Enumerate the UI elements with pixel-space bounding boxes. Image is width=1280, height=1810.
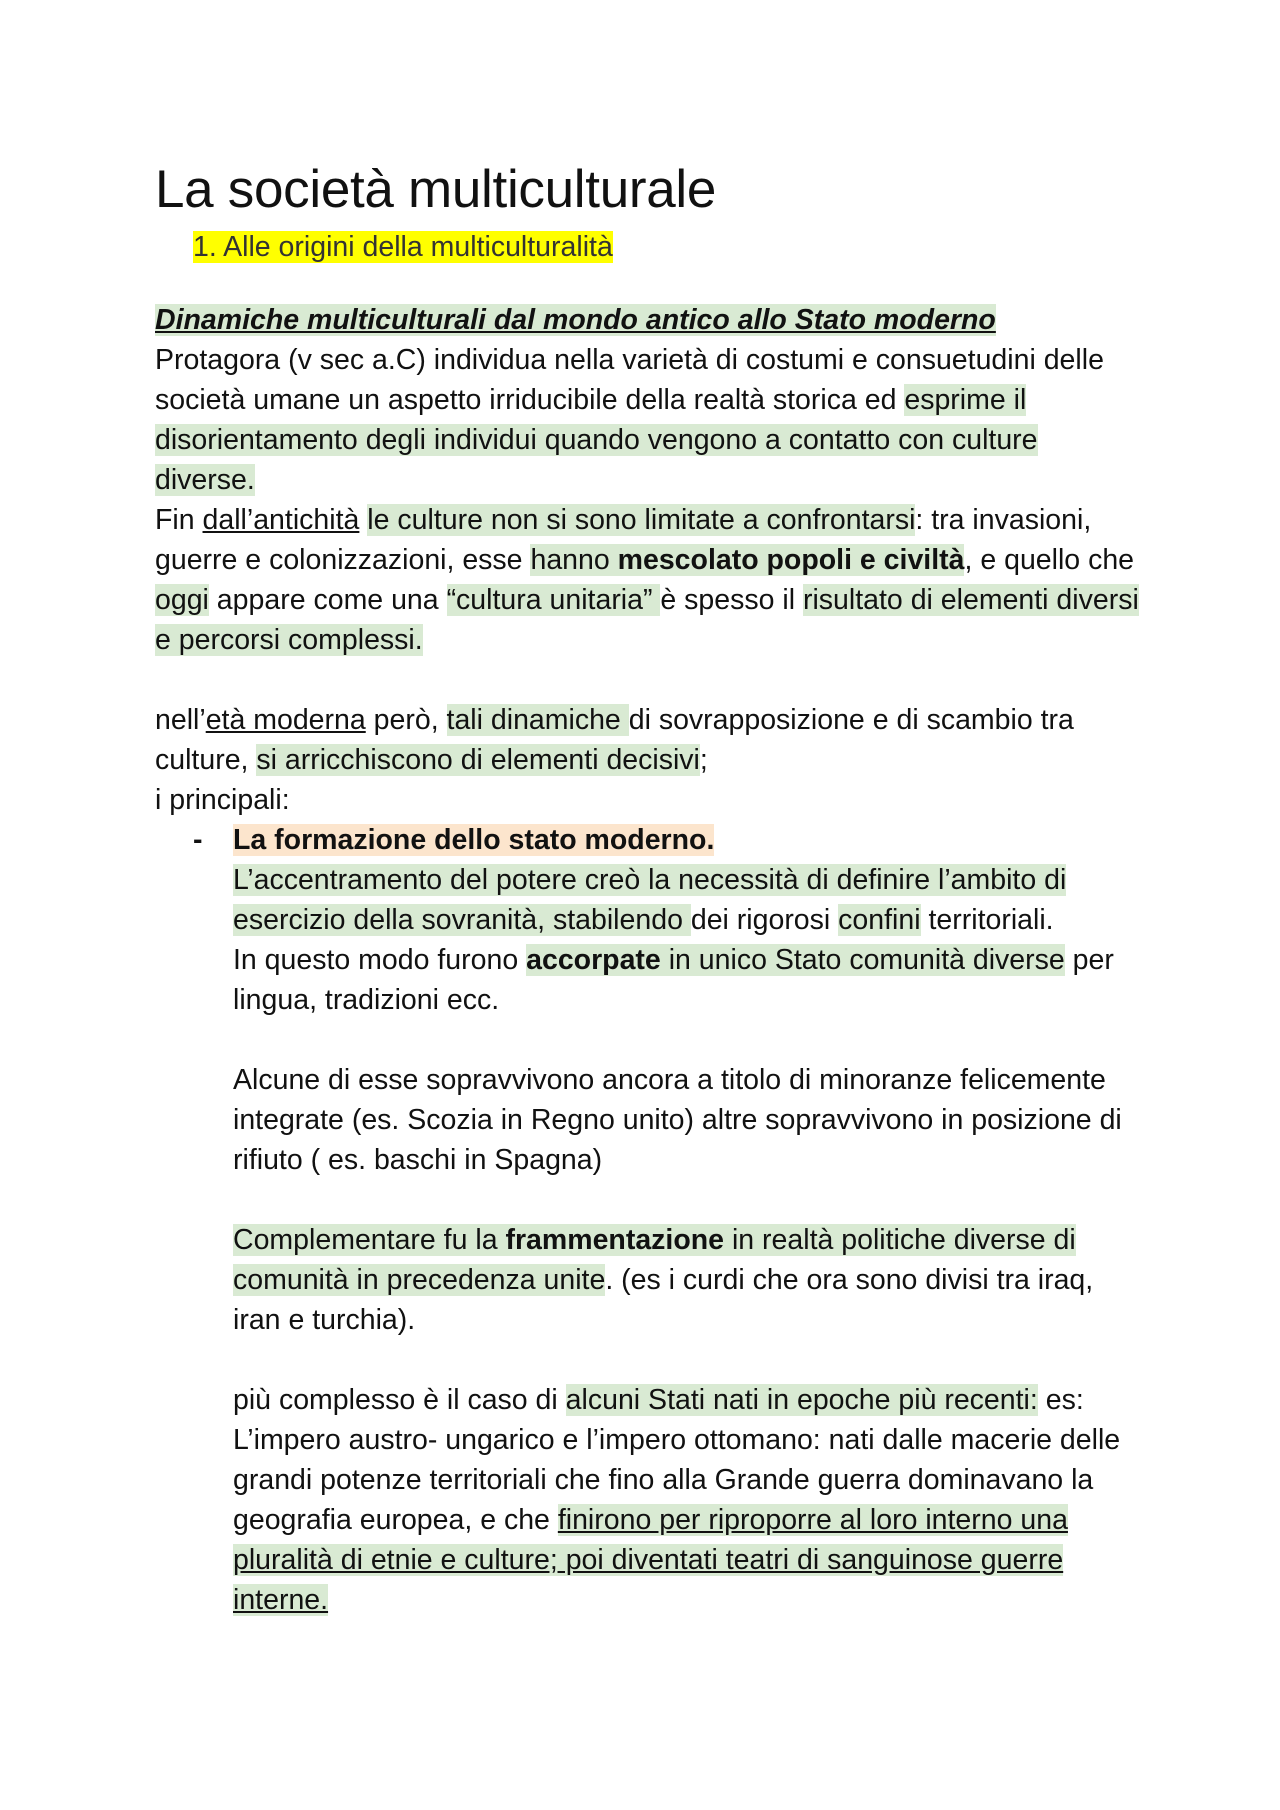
p2-highlight-5: risultato di elementi diversi e percorsi complessi. (155, 584, 1139, 656)
p3-e: di sovrapposizione e di scambio tra culture, (155, 704, 1074, 776)
bullet-paragraph-minorities: Alcune di esse sopravvivono ancora a titolo di minoranze felicemente integrate (es. Scozia in Regno unito) altre sopravvivono in posizione di rifiuto ( es. baschi in Spagna) (233, 1064, 1122, 1176)
p2-highlight-1: le culture non si sono limitate a confrontarsi (367, 504, 916, 536)
bullet-item-modern-state (193, 820, 1145, 860)
p2-highlight-4: “cultura unitaria” (446, 584, 661, 616)
b1-highlight-2: confini (838, 904, 921, 936)
bullet-dash: - (193, 824, 203, 856)
spacer (155, 660, 1145, 700)
b3-highlight-1: Complementare fu la (233, 1224, 506, 1256)
p2-j: appare come una (208, 584, 447, 616)
p2-underlined: dall’antichità (202, 504, 360, 536)
p2-e: : tra invasioni, guerre e colonizzazioni, esse (155, 504, 1092, 576)
paragraph-antiquity (155, 500, 1145, 660)
b1-b: dei rigorosi (690, 904, 839, 936)
p3-c: però, (365, 704, 447, 736)
p2-bold-highlight: mescolato popoli e civiltà (617, 544, 965, 576)
p2-highlight-2: hanno (530, 544, 618, 576)
b1-bold-highlight: accorpate (526, 944, 661, 976)
p2-l: è spesso il (660, 584, 803, 616)
p3-a: nell’ (155, 704, 206, 736)
b3-bold-highlight: frammentazione (505, 1224, 725, 1256)
page-title: La società multiculturale (155, 160, 717, 219)
section-heading-text: Dinamiche multiculturali dal mondo antico allo Stato moderno (155, 304, 996, 336)
bullet-title: La formazione dello stato moderno. (233, 824, 715, 856)
paragraph-modern-age (155, 700, 1145, 780)
b4-highlight-underlined: finirono per riproporre al loro interno una pluralità di etnie e culture; poi diventati teatri di sanguinose guerre interne. (233, 1504, 1068, 1616)
p2-highlight-3: oggi (155, 584, 209, 616)
b1-highlight-1: L’accentramento del potere creò la necessità di definire l’ambito di esercizio della sovranità, stabilendo (233, 864, 1067, 936)
p3-highlight-2: si arricchiscono di elementi decisivi (256, 744, 700, 776)
spacer (155, 1180, 1145, 1220)
spacer (155, 1340, 1145, 1380)
spacer (155, 1020, 1145, 1060)
b1-h: per lingua, tradizioni ecc. (233, 944, 1114, 1016)
bullet-paragraph-empires (233, 1380, 1145, 1620)
b1-highlight-3: in unico Stato comunità diverse (660, 944, 1065, 976)
document-page (155, 155, 1145, 1620)
p3-g: ; (699, 744, 708, 776)
p1-a: Protagora (v sec a.C) individua nella varietà di costumi e consuetudini delle società umane un aspetto irriducibile della realtà storica ed (155, 344, 1104, 416)
section-heading (155, 300, 1145, 340)
bullet-paragraph-centralization (233, 860, 1145, 1020)
b1-e: In questo modo furono (233, 944, 527, 976)
b4-c: es: L’impero austro- ungarico e l’impero ottomano: nati dalle macerie delle grandi potenze territoriali che fino alla Grande guerra dominavano la geografia europea, e che (233, 1384, 1121, 1536)
p1-highlight: esprime il disorientamento degli individui quando vengono a contatto con culture diverse. (155, 384, 1038, 496)
paragraph-protagora (155, 340, 1145, 500)
paragraph-principal: i principali: (155, 784, 290, 816)
b3-d: . (es i curdi che ora sono divisi tra iraq, iran e turchia). (233, 1264, 1094, 1336)
b4-highlight-1: alcuni Stati nati in epoche più recenti: (565, 1384, 1038, 1416)
p3-underlined: età moderna (205, 704, 366, 736)
b4-a: più complesso è il caso di (233, 1384, 566, 1416)
b3-highlight-2: in realtà politiche diverse di comunità in precedenza unite (233, 1224, 1076, 1296)
bullet-paragraph-fragmentation (233, 1220, 1145, 1340)
b1-d: territoriali. (920, 904, 1054, 936)
p2-a: Fin (155, 504, 203, 536)
p3-highlight-1: tali dinamiche (446, 704, 629, 736)
p2-h: , e quello che (964, 544, 1135, 576)
section-number-heading (193, 225, 1145, 269)
subtitle-text: 1. Alle origini della multiculturalità (193, 231, 613, 263)
